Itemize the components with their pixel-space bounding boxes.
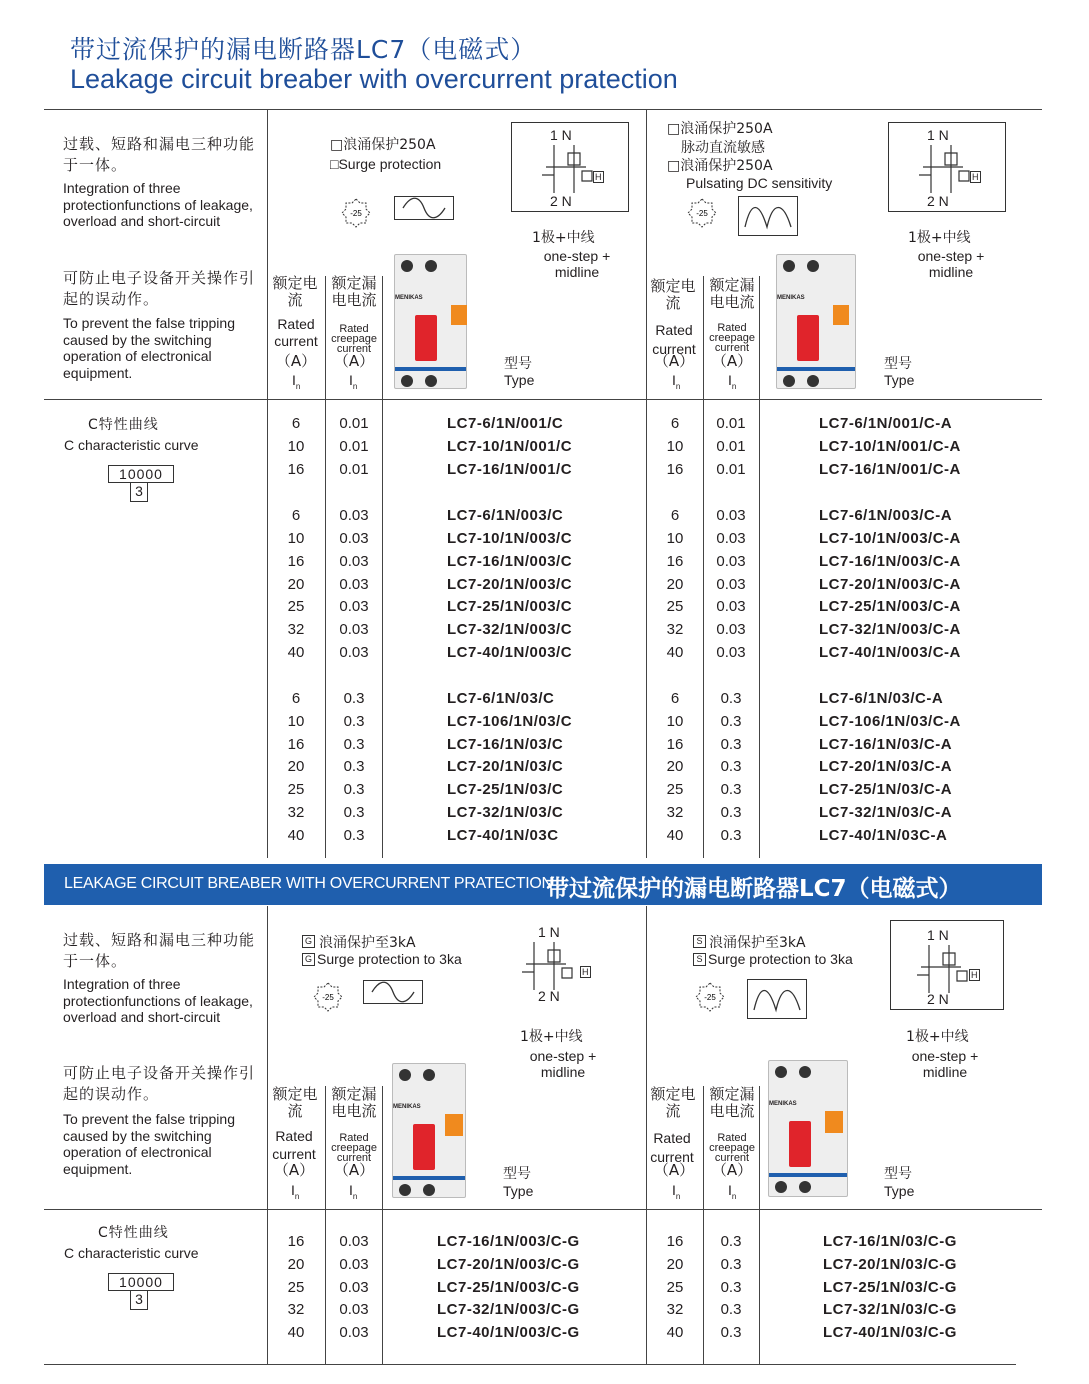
curve-label-cn: C特性曲线 bbox=[88, 417, 159, 433]
model-type-cell: LC7-25/1N/03/C-A bbox=[819, 781, 953, 798]
leakage-current-cell: 0.3 bbox=[720, 713, 742, 730]
header-type-cn: 型号 bbox=[884, 1166, 912, 1182]
leakage-current-cell: 0.03 bbox=[339, 598, 369, 615]
svg-text:-25: -25 bbox=[350, 209, 362, 218]
model-type-cell: LC7-6/1N/003/C-A bbox=[819, 507, 953, 524]
model-type-cell: LC7-40/1N/003/C-A bbox=[819, 644, 961, 661]
surge-feature-cn: 浪涌保护至3kA bbox=[709, 935, 806, 951]
rated-current-cell: 16 bbox=[287, 1233, 305, 1250]
description-cn-1: 过载、短路和漏电三种功能于一体。 bbox=[63, 931, 256, 970]
leakage-current-cell: 0.3 bbox=[720, 736, 742, 753]
s-mark-icon: S bbox=[693, 935, 706, 948]
rated-current-cell: 6 bbox=[291, 415, 301, 432]
leakage-current-cell: 0.3 bbox=[343, 804, 365, 821]
model-type-cell: LC7-40/1N/03C-A bbox=[819, 827, 948, 844]
leakage-current-cell: 0.3 bbox=[343, 690, 365, 707]
model-type-cell: LC7-16/1N/03/C-A bbox=[819, 736, 953, 753]
leakage-current-cell: 0.03 bbox=[716, 553, 746, 570]
rated-current-cell: 25 bbox=[287, 781, 305, 798]
rated-current-cell: 6 bbox=[291, 690, 301, 707]
leakage-current-cell: 0.03 bbox=[339, 1279, 369, 1296]
curve-label-en: C characteristic curve bbox=[64, 437, 199, 453]
rated-current-cell: 16 bbox=[666, 736, 684, 753]
model-type-cell: LC7-25/1N/03/C bbox=[447, 781, 564, 798]
surge-feature-cn: □浪涌保护250A bbox=[667, 121, 773, 137]
curve-label-en: C characteristic curve bbox=[64, 1245, 199, 1261]
header-in: $I_n$ bbox=[349, 372, 358, 391]
header-unit: （A） bbox=[653, 1161, 695, 1179]
leakage-current-cell: 0.03 bbox=[339, 507, 369, 524]
model-type-cell: LC7-32/1N/003/C-A bbox=[819, 621, 961, 638]
leakage-current-cell: 0.3 bbox=[343, 736, 365, 753]
header-leak-cn: 额定漏电电流 bbox=[709, 1085, 755, 1120]
model-type-cell: LC7-16/1N/03/C bbox=[447, 736, 564, 753]
banner-title-en: LEAKAGE CIRCUIT BREABER WITH OVERCURRENT PRATECTION bbox=[64, 875, 553, 892]
description-en-1: Integration of three protectionfunctions of leakage, overload and short-circuit bbox=[63, 976, 253, 1025]
breaker-image: MENIKAS bbox=[394, 254, 467, 389]
leakage-current-cell: 0.03 bbox=[716, 598, 746, 615]
breaker-image: MENIKAS bbox=[776, 254, 856, 389]
curve-rating-box: 10000 bbox=[108, 465, 174, 483]
rated-current-cell: 10 bbox=[666, 713, 684, 730]
rated-current-cell: 20 bbox=[666, 1256, 684, 1273]
surge-feature-cn: □浪涌保护250A bbox=[330, 137, 436, 153]
model-type-cell: LC7-6/1N/001/C-A bbox=[819, 415, 953, 432]
description-en-1: Integration of three protectionfunctions of leakage, overload and short-circuit bbox=[63, 180, 253, 229]
leakage-current-cell: 0.03 bbox=[339, 1256, 369, 1273]
model-type-cell: LC7-16/1N/03/C-G bbox=[823, 1233, 957, 1250]
pulsating-wave-icon bbox=[747, 979, 807, 1019]
leakage-current-cell: 0.3 bbox=[343, 781, 365, 798]
header-leak-cn: 额定漏电电流 bbox=[709, 276, 755, 311]
temperature-icon bbox=[312, 981, 344, 1013]
model-type-cell: LC7-32/1N/003/C bbox=[447, 621, 573, 638]
leakage-current-cell: 0.3 bbox=[720, 804, 742, 821]
rated-current-cell: 10 bbox=[287, 713, 305, 730]
model-type-cell: LC7-25/1N/003/C-A bbox=[819, 598, 961, 615]
rated-current-cell: 10 bbox=[666, 530, 684, 547]
rated-current-cell: 25 bbox=[666, 598, 684, 615]
model-type-cell: LC7-10/1N/001/C bbox=[447, 438, 573, 455]
model-type-cell: LC7-32/1N/003/C-G bbox=[437, 1301, 580, 1318]
rated-current-cell: 40 bbox=[287, 1324, 305, 1341]
header-type-cn: 型号 bbox=[503, 1166, 531, 1182]
leakage-current-cell: 0.3 bbox=[720, 1233, 742, 1250]
header-in: $I_n$ bbox=[292, 372, 301, 391]
column-divider bbox=[646, 906, 647, 1365]
leakage-current-cell: 0.03 bbox=[716, 644, 746, 661]
rated-current-cell: 25 bbox=[666, 1279, 684, 1296]
leakage-current-cell: 0.01 bbox=[716, 461, 746, 478]
model-type-cell: LC7-25/1N/003/C bbox=[447, 598, 573, 615]
header-unit: （A） bbox=[711, 1161, 753, 1179]
rated-current-cell: 40 bbox=[666, 644, 684, 661]
temperature-icon bbox=[340, 197, 372, 229]
poles-en: one-step + midline bbox=[543, 248, 611, 280]
leakage-current-cell: 0.01 bbox=[716, 438, 746, 455]
model-type-cell: LC7-20/1N/03/C-G bbox=[823, 1256, 957, 1273]
model-type-cell: LC7-32/1N/03/C bbox=[447, 804, 564, 821]
leakage-current-cell: 0.3 bbox=[720, 781, 742, 798]
header-rated-en: Rated current bbox=[274, 316, 318, 349]
model-type-cell: LC7-20/1N/003/C-G bbox=[437, 1256, 580, 1273]
header-unit: （A） bbox=[333, 352, 375, 370]
banner-title-cn: 带过流保护的漏电断路器LC7（电磁式） bbox=[546, 876, 962, 902]
leakage-current-cell: 0.3 bbox=[720, 1324, 742, 1341]
model-type-cell: LC7-6/1N/003/C bbox=[447, 507, 564, 524]
rated-current-cell: 40 bbox=[287, 644, 305, 661]
leakage-current-cell: 0.01 bbox=[716, 415, 746, 432]
temperature-icon bbox=[686, 197, 718, 229]
divider bbox=[44, 399, 1042, 400]
rated-current-cell: 6 bbox=[670, 690, 680, 707]
wiring-diagram: 1 N H 2 N bbox=[890, 920, 1004, 1010]
leakage-current-cell: 0.03 bbox=[716, 530, 746, 547]
rated-current-cell: 32 bbox=[666, 804, 684, 821]
rated-current-cell: 16 bbox=[287, 736, 305, 753]
model-type-cell: LC7-40/1N/03C bbox=[447, 827, 559, 844]
description-cn-2: 可防止电子设备开关操作引起的误动作。 bbox=[63, 1064, 256, 1103]
header-leak-en: Rated creepage current bbox=[709, 1132, 755, 1164]
leakage-current-cell: 0.03 bbox=[339, 576, 369, 593]
model-type-cell: LC7-16/1N/003/C-A bbox=[819, 553, 961, 570]
rated-current-cell: 40 bbox=[666, 1324, 684, 1341]
leakage-current-cell: 0.3 bbox=[720, 1256, 742, 1273]
model-type-cell: LC7-6/1N/03/C bbox=[447, 690, 555, 707]
rated-current-cell: 25 bbox=[666, 781, 684, 798]
rated-current-cell: 32 bbox=[287, 804, 305, 821]
wiring-diagram: 1 N H 2 N bbox=[511, 122, 629, 212]
pulsating-feature-cn: 脉动直流敏感 bbox=[681, 140, 765, 156]
header-type-en: Type bbox=[884, 372, 915, 388]
poles-en: one-step + midline bbox=[911, 1048, 979, 1080]
leakage-current-cell: 0.03 bbox=[716, 576, 746, 593]
rated-current-cell: 20 bbox=[287, 576, 305, 593]
rated-current-cell: 16 bbox=[666, 461, 684, 478]
page-title-cn: 带过流保护的漏电断路器LC7（电磁式） bbox=[70, 35, 537, 64]
breaker-image: MENIKAS bbox=[392, 1063, 466, 1198]
model-type-cell: LC7-32/1N/03/C-A bbox=[819, 804, 953, 821]
model-type-cell: LC7-16/1N/001/C bbox=[447, 461, 573, 478]
header-unit: （A） bbox=[275, 352, 317, 370]
model-type-cell: LC7-40/1N/003/C-G bbox=[437, 1324, 580, 1341]
rated-current-cell: 25 bbox=[287, 1279, 305, 1296]
rated-current-cell: 6 bbox=[670, 415, 680, 432]
model-type-cell: LC7-10/1N/003/C bbox=[447, 530, 573, 547]
model-type-cell: LC7-20/1N/03/C-A bbox=[819, 758, 953, 775]
breaker-image: MENIKAS bbox=[768, 1060, 848, 1197]
pulsating-feature-en: Pulsating DC sensitivity bbox=[686, 175, 833, 191]
rated-current-cell: 16 bbox=[666, 1233, 684, 1250]
description-cn-2: 可防止电子设备开关操作引起的误动作。 bbox=[63, 269, 256, 308]
divider bbox=[44, 1364, 1016, 1365]
header-in: $I_n$ bbox=[728, 372, 737, 391]
header-in: $I_n$ bbox=[672, 1182, 681, 1201]
header-type-cn: 型号 bbox=[504, 356, 532, 372]
leakage-current-cell: 0.3 bbox=[343, 758, 365, 775]
section-banner bbox=[44, 864, 1042, 905]
surge-feature-en: □Surge protection bbox=[330, 156, 442, 172]
header-in: $I_n$ bbox=[349, 1182, 358, 1201]
leakage-current-cell: 0.03 bbox=[339, 1301, 369, 1318]
description-en-2: To prevent the false tripping caused by the switching operation of electronical equipment. bbox=[63, 1111, 235, 1177]
poles-cn: 1极+中线 bbox=[908, 230, 971, 246]
leakage-current-cell: 0.03 bbox=[716, 507, 746, 524]
leakage-current-cell: 0.3 bbox=[343, 713, 365, 730]
curve-rating-box-sub: 3 bbox=[130, 1291, 148, 1310]
header-rated-cn: 额定电流 bbox=[650, 277, 696, 312]
header-rated-cn: 额定电流 bbox=[272, 274, 318, 309]
model-type-cell: LC7-40/1N/03/C-G bbox=[823, 1324, 957, 1341]
curve-label-cn: C特性曲线 bbox=[98, 1225, 169, 1241]
rated-current-cell: 16 bbox=[287, 461, 305, 478]
surge-feature-cn: 浪涌保护至3kA bbox=[319, 935, 416, 951]
model-type-cell: LC7-10/1N/003/C-A bbox=[819, 530, 961, 547]
model-type-cell: LC7-16/1N/003/C bbox=[447, 553, 573, 570]
header-unit: （A） bbox=[333, 1161, 375, 1179]
rated-current-cell: 20 bbox=[666, 576, 684, 593]
poles-en: one-step + midline bbox=[529, 1048, 597, 1080]
rated-current-cell: 32 bbox=[287, 1301, 305, 1318]
model-type-cell: LC7-20/1N/03/C bbox=[447, 758, 564, 775]
rated-current-cell: 6 bbox=[291, 507, 301, 524]
wiring-diagram: 1 N H 2 N bbox=[500, 920, 600, 1010]
sine-wave-icon bbox=[363, 980, 423, 1004]
rated-current-cell: 25 bbox=[287, 598, 305, 615]
model-type-cell: LC7-40/1N/003/C bbox=[447, 644, 573, 661]
header-rated-cn: 额定电流 bbox=[650, 1085, 696, 1120]
g-mark-icon: G bbox=[302, 953, 315, 966]
header-leak-en: Rated creepage current bbox=[331, 323, 377, 355]
header-type-en: Type bbox=[503, 1183, 534, 1199]
wiring-diagram: 1 N H 2 N bbox=[888, 122, 1006, 212]
rated-current-cell: 16 bbox=[287, 553, 305, 570]
svg-text:-25: -25 bbox=[696, 209, 708, 218]
header-rated-en: Rated current bbox=[650, 1130, 694, 1165]
header-in: $I_n$ bbox=[672, 372, 681, 391]
header-rated-en: Rated current bbox=[272, 1128, 316, 1162]
header-rated-cn: 额定电流 bbox=[272, 1085, 318, 1120]
leakage-current-cell: 0.03 bbox=[339, 644, 369, 661]
page-title-en: Leakage circuit breaber with overcurrent pratection bbox=[70, 64, 678, 94]
leakage-current-cell: 0.3 bbox=[720, 827, 742, 844]
leakage-current-cell: 0.01 bbox=[339, 438, 369, 455]
model-type-cell: LC7-6/1N/001/C bbox=[447, 415, 564, 432]
leakage-current-cell: 0.3 bbox=[720, 1279, 742, 1296]
rated-current-cell: 32 bbox=[287, 621, 305, 638]
surge-feature-en: Surge protection to 3ka bbox=[708, 951, 853, 967]
curve-rating-box-sub: 3 bbox=[130, 483, 148, 502]
leakage-current-cell: 0.03 bbox=[339, 553, 369, 570]
rated-current-cell: 32 bbox=[666, 1301, 684, 1318]
header-in: $I_n$ bbox=[291, 1182, 300, 1201]
model-type-cell: LC7-20/1N/003/C bbox=[447, 576, 573, 593]
model-type-cell: LC7-106/1N/03/C bbox=[447, 713, 573, 730]
model-type-cell: LC7-25/1N/003/C-G bbox=[437, 1279, 580, 1296]
curve-rating-box: 10000 bbox=[108, 1273, 174, 1291]
header-unit: （A） bbox=[711, 352, 753, 370]
poles-en: one-step + midline bbox=[917, 248, 985, 280]
s-mark-icon: S bbox=[693, 953, 706, 966]
poles-cn: 1极+中线 bbox=[906, 1029, 969, 1045]
model-type-cell: LC7-16/1N/001/C-A bbox=[819, 461, 961, 478]
leakage-current-cell: 0.3 bbox=[720, 1301, 742, 1318]
leakage-current-cell: 0.01 bbox=[339, 415, 369, 432]
header-rated-en: Rated current bbox=[652, 322, 696, 357]
model-type-cell: LC7-6/1N/03/C-A bbox=[819, 690, 944, 707]
rated-current-cell: 10 bbox=[287, 530, 305, 547]
column-divider bbox=[267, 906, 268, 1365]
leakage-current-cell: 0.03 bbox=[339, 1233, 369, 1250]
leakage-current-cell: 0.3 bbox=[720, 690, 742, 707]
header-leak-cn: 额定漏电电流 bbox=[331, 274, 377, 309]
surge-feature-en: Surge protection to 3ka bbox=[317, 951, 462, 967]
poles-cn: 1极+中线 bbox=[520, 1029, 583, 1045]
rated-current-cell: 40 bbox=[666, 827, 684, 844]
model-type-cell: LC7-20/1N/003/C-A bbox=[819, 576, 961, 593]
rated-current-cell: 16 bbox=[666, 553, 684, 570]
header-unit: （A） bbox=[653, 352, 695, 370]
surge-feature-cn: □浪涌保护250A bbox=[667, 158, 773, 174]
header-type-cn: 型号 bbox=[884, 356, 912, 372]
rated-current-cell: 40 bbox=[287, 827, 305, 844]
divider bbox=[44, 109, 1042, 110]
sine-wave-icon bbox=[394, 196, 454, 220]
leakage-current-cell: 0.3 bbox=[720, 758, 742, 775]
poles-cn: 1极+中线 bbox=[532, 230, 595, 246]
svg-text:-25: -25 bbox=[704, 993, 716, 1002]
rated-current-cell: 6 bbox=[670, 507, 680, 524]
header-in: $I_n$ bbox=[728, 1182, 737, 1201]
description-cn-1: 过载、短路和漏电三种功能于一体。 bbox=[63, 135, 256, 174]
model-type-cell: LC7-32/1N/03/C-G bbox=[823, 1301, 957, 1318]
g-mark-icon: G bbox=[302, 935, 315, 948]
model-type-cell: LC7-10/1N/001/C-A bbox=[819, 438, 961, 455]
leakage-current-cell: 0.03 bbox=[716, 621, 746, 638]
rated-current-cell: 20 bbox=[287, 758, 305, 775]
description-en-2: To prevent the false tripping caused by the switching operation of electronical equipment. bbox=[63, 315, 235, 381]
rated-current-cell: 10 bbox=[666, 438, 684, 455]
rated-current-cell: 20 bbox=[287, 1256, 305, 1273]
pulsating-wave-icon bbox=[738, 196, 798, 236]
header-type-en: Type bbox=[884, 1183, 915, 1199]
leakage-current-cell: 0.01 bbox=[339, 461, 369, 478]
leakage-current-cell: 0.03 bbox=[339, 1324, 369, 1341]
model-type-cell: LC7-106/1N/03/C-A bbox=[819, 713, 961, 730]
model-type-cell: LC7-25/1N/03/C-G bbox=[823, 1279, 957, 1296]
rated-current-cell: 20 bbox=[666, 758, 684, 775]
header-leak-en: Rated creepage current bbox=[331, 1132, 377, 1164]
leakage-current-cell: 0.03 bbox=[339, 530, 369, 547]
temperature-icon bbox=[694, 981, 726, 1013]
rated-current-cell: 32 bbox=[666, 621, 684, 638]
header-type-en: Type bbox=[504, 372, 535, 388]
header-leak-cn: 额定漏电电流 bbox=[331, 1085, 377, 1120]
leakage-current-cell: 0.3 bbox=[343, 827, 365, 844]
rated-current-cell: 10 bbox=[287, 438, 305, 455]
header-leak-en: Rated creepage current bbox=[709, 322, 755, 354]
header-unit: （A） bbox=[273, 1161, 315, 1179]
leakage-current-cell: 0.03 bbox=[339, 621, 369, 638]
svg-text:-25: -25 bbox=[322, 993, 334, 1002]
model-type-cell: LC7-16/1N/003/C-G bbox=[437, 1233, 580, 1250]
divider bbox=[44, 1209, 1042, 1210]
